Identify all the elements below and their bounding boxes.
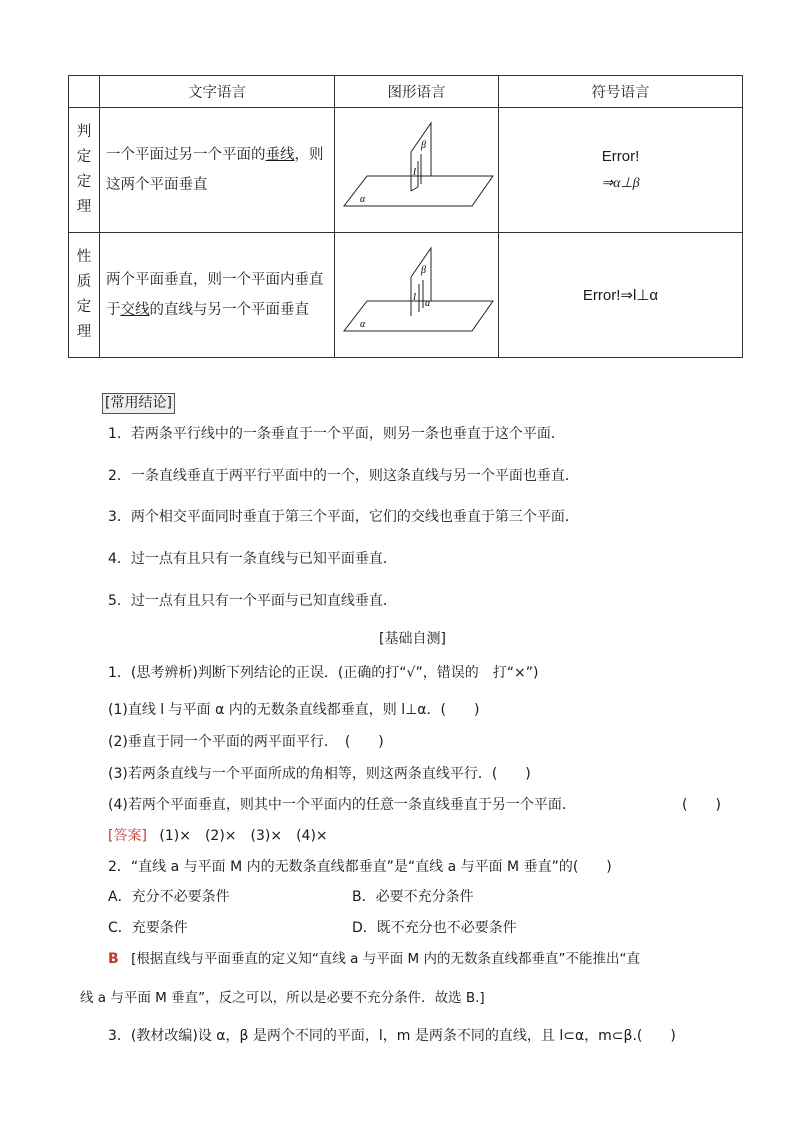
answer-text: (1)× (2)× (3)× (4)× bbox=[159, 828, 328, 844]
common-conclusions-label: [常用结论] bbox=[102, 393, 175, 414]
common-conclusion-2: 2．一条直线垂直于两平行平面中的一个，则这条直线与另一个平面也垂直． bbox=[108, 468, 579, 484]
figure-label-l: l bbox=[412, 166, 416, 178]
q2-stem: 2．“直线 a 与平面 M 内的无数条直线都垂直”是“直线 a 与平面 M 垂直”的( ) bbox=[108, 859, 612, 875]
q2-answer-letter: B bbox=[108, 951, 119, 967]
q2-option-d: D．既不充分也不必要条件 bbox=[352, 920, 517, 936]
common-conclusion-1: 1．若两条平行线中的一条垂直于一个平面，则另一条也垂直于这个平面． bbox=[108, 426, 565, 442]
q1-item-3: (3)若两条直线与一个平面所成的角相等，则这两条直线平行．( ) bbox=[108, 766, 531, 782]
property-figure-cell bbox=[335, 233, 499, 358]
table-row-property bbox=[69, 233, 743, 358]
category-char: 理 bbox=[76, 324, 92, 340]
perpendicular-planes-figure-1 bbox=[337, 109, 497, 227]
category-char: 定 bbox=[76, 149, 92, 165]
figure-label-a: a bbox=[424, 298, 430, 309]
criterion-symbol-cell bbox=[499, 108, 743, 233]
q3-stem: 3．(教材改编)设 α，β 是两个不同的平面，l，m 是两条不同的直线，且 l⊂α，m⊂β.( ) bbox=[108, 1028, 676, 1044]
figure-label-l: l bbox=[412, 291, 416, 303]
q2-option-b: B．必要不充分条件 bbox=[352, 889, 474, 905]
comparison-table bbox=[68, 75, 743, 358]
selftest-title: [基础自测] bbox=[379, 631, 446, 647]
common-conclusion-5: 5．过一点有且只有一个平面与已知直线垂直． bbox=[108, 593, 397, 609]
q1-item-1: (1)直线 l 与平面 α 内的无数条直线都垂直，则 l⊥α．( ) bbox=[108, 702, 480, 718]
q1-item-4-paren: ( ) bbox=[682, 797, 721, 813]
figure-label-alpha: α bbox=[359, 194, 365, 205]
row-category-property bbox=[69, 233, 100, 358]
property-symbol-cell bbox=[499, 233, 743, 358]
q1-item-4: (4)若两个平面垂直，则其中一个平面内的任意一条直线垂直于另一个平面． bbox=[108, 797, 576, 813]
row-category-criterion bbox=[69, 108, 100, 233]
header-symbol-language: 符号语言 bbox=[499, 76, 743, 108]
property-text-cell bbox=[100, 233, 335, 358]
q2-option-a: A．充分不必要条件 bbox=[108, 889, 230, 905]
q2-option-c: C．充要条件 bbox=[108, 920, 188, 936]
q1-stem: 1．(思考辨析)判断下列结论的正误．(正确的打“√”，错误的 打“×”) bbox=[108, 665, 539, 681]
header-figure-language: 图形语言 bbox=[335, 76, 499, 108]
figure-label-alpha: α bbox=[359, 319, 365, 330]
property-text-part: 两个平面垂直，则一个平面内垂直于 bbox=[106, 272, 324, 318]
criterion-underlined-term: 垂线 bbox=[265, 147, 295, 163]
figure-label-beta: β bbox=[420, 265, 426, 276]
q1-answer bbox=[108, 825, 328, 845]
criterion-symbol-result: ⇒α⊥β bbox=[601, 176, 640, 191]
property-text-part: 的直线与另一个平面垂直 bbox=[149, 302, 309, 318]
q2-explanation-line-2: 线 a 与平面 M 垂直”，反之可以，所以是必要不充分条件．故选 B.] bbox=[80, 990, 485, 1006]
table-row-criterion bbox=[69, 108, 743, 233]
property-underlined-term: 交线 bbox=[120, 302, 150, 318]
criterion-symbol-error: Error! bbox=[601, 148, 640, 165]
header-empty-cell bbox=[69, 76, 100, 108]
q1-item-2: (2)垂直于同一个平面的两平面平行． ( ) bbox=[108, 734, 384, 750]
figure-label-beta: β bbox=[420, 140, 426, 151]
criterion-text-part: ，则这两个平面垂直 bbox=[106, 147, 324, 193]
table-header-row bbox=[69, 76, 743, 108]
category-char: 判 bbox=[76, 124, 92, 140]
criterion-figure-cell bbox=[335, 108, 499, 233]
common-conclusion-3: 3．两个相交平面同时垂直于第三个平面，它们的交线也垂直于第三个平面． bbox=[108, 509, 579, 525]
perpendicular-planes-figure-2 bbox=[337, 234, 497, 352]
category-char: 性 bbox=[76, 249, 92, 265]
property-symbol: Error!⇒l⊥α bbox=[582, 287, 659, 304]
category-char: 理 bbox=[76, 199, 92, 215]
category-char: 定 bbox=[76, 299, 92, 315]
category-char: 质 bbox=[76, 274, 92, 290]
answer-label: [答案] bbox=[108, 828, 147, 844]
category-char: 定 bbox=[76, 174, 92, 190]
criterion-text-part: 一个平面过另一个平面的 bbox=[106, 147, 266, 163]
common-conclusion-4: 4．过一点有且只有一条直线与已知平面垂直． bbox=[108, 551, 397, 567]
header-text-language: 文字语言 bbox=[100, 76, 335, 108]
q2-explanation-text: [根据直线与平面垂直的定义知“直线 a 与平面 M 内的无数条直线都垂直”不能推出“直 bbox=[131, 951, 640, 967]
q2-explanation-line-1 bbox=[108, 947, 640, 967]
criterion-text-cell bbox=[100, 108, 335, 233]
